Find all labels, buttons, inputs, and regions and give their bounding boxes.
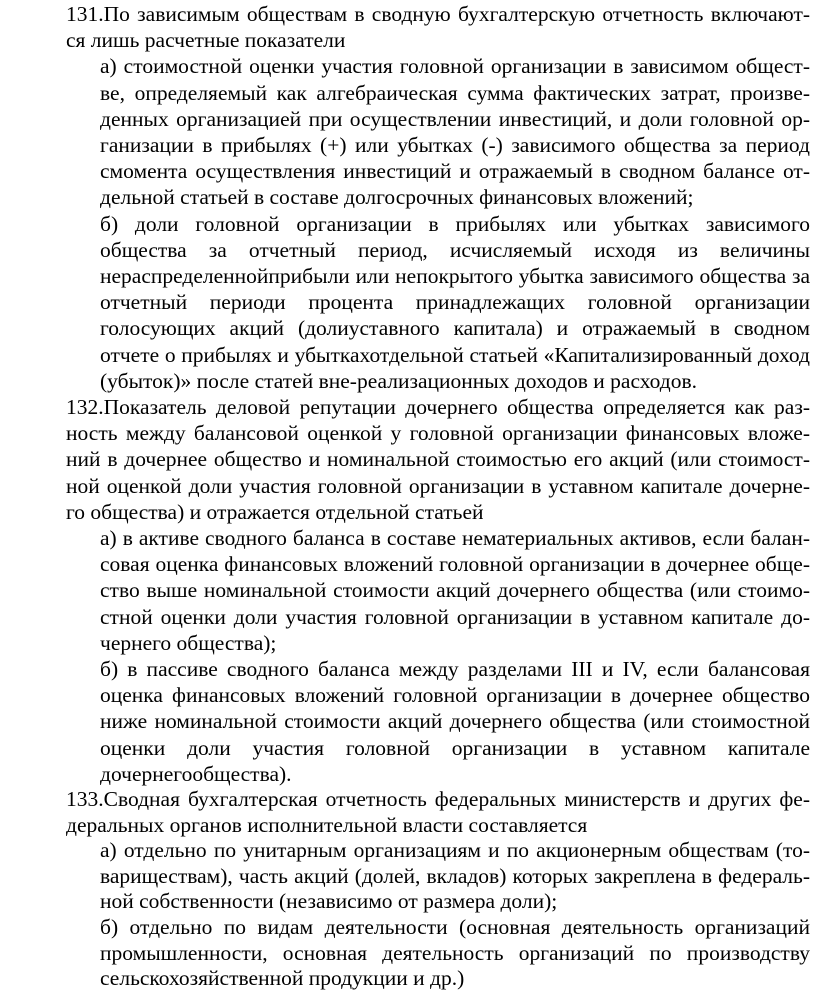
answer-option-a: а) в активе сводного баланса в составе нематериальных активов, если балан- совая оценка финансовых вложений головной организации в дочернее обще- ство выше номинальной стоимости акций дочернего общества (или стоимо-стной оценки доли участия головной организации в уставном капитале до-чернего общества); <box>100 526 810 655</box>
document-page <box>66 1 810 992</box>
question-text: 132.Показатель деловой репутации дочернего общества определяется как раз-ность между балансовой оценкой у головной организации финансовых вложе-ний в дочернее общество и номинальной стоимостью его акций (или стоимост- ной оценкой доли участия головной организации в уставном капитале дочерне-го общества) и отражается отдельной статьей <box>66 395 810 524</box>
question-131 <box>66 1 810 394</box>
answer-options <box>66 525 810 787</box>
answer-option-a: а) отдельно по унитарным организациям и по акционерным обществам (то- вариществам), часть акций (долей, вкладов) которых закреплена в федераль-ной собственности (независимо от размера доли); <box>100 838 810 914</box>
question-133 <box>66 787 810 992</box>
question-text: 131.По зависимым обществам в сводную бухгалтерскую отчетность включают-ся лишь расчетные показатели <box>66 2 810 53</box>
question-132 <box>66 394 810 787</box>
answer-option-b: б) в пассиве сводного баланса между разделами III и IV, если балансовая оценка финансовых вложений головной организации в дочернее общество ниже номинальной стоимости акций дочернего общества (или стоимостной оценки доли участия головной организации в уставном капитале дочернегообщества). <box>100 657 810 786</box>
answer-option-b: б) доли головной организации в прибылях или убытках зависимого общества за отчетный период, исчисляемый исходя из величины нераспределеннойприбыли или непокрытого убытка зависимого общества за отчетный периоди процента принадлежащих головной организации голосующих акций (долиуставного капитала) и отражаемый в сводном отчете о прибылях и убыткахотдельной статьей «Капитализированный доход (убыток)» после статей вне-реализационных доходов и расходов. <box>100 211 810 393</box>
answer-option-a: а) стоимостной оценки участия головной организации в зависимом общест-ве, определяемый как алгебраическая сумма фактических затрат, произве-денных организацией при осуществлении инвестиций, и доли головной ор- ганизации в прибылях (+) или убытках (-) зависимого общества за период смомента осуществления инвестиций и отражаемый в сводном балансе от-дельной статьей в составе долгосрочных финансовых вложений; <box>100 54 810 210</box>
answer-options <box>66 838 810 992</box>
question-text: 133.Сводная бухгалтерская отчетность федеральных министерств и других фе-деральных органов исполнительной власти составляется <box>66 787 810 837</box>
answer-options <box>66 53 810 394</box>
answer-option-b: б) отдельно по видам деятельности (основная деятельность организаций промышленности, основная деятельность организаций по производству сельскохозяйственной продукции и др.) <box>100 915 810 991</box>
